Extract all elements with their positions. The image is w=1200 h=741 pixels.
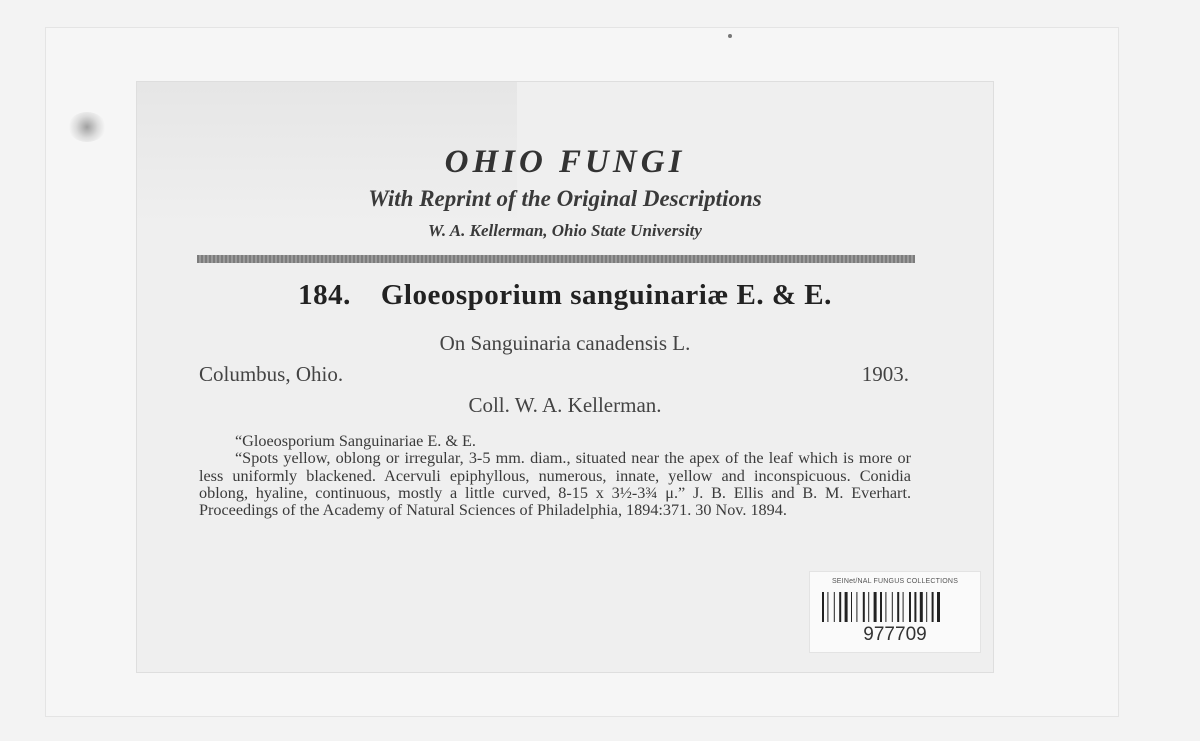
barcode-bar bbox=[885, 592, 886, 622]
barcode-bar bbox=[937, 592, 940, 622]
host-line: On Sanguinaria canadensis L. bbox=[439, 331, 691, 355]
speck-mark bbox=[728, 34, 732, 38]
barcode-tag bbox=[810, 572, 980, 652]
barcode-bar bbox=[856, 592, 857, 622]
description-heading: “Gloeosporium Sanguinariae E. & E. bbox=[235, 432, 476, 450]
label-author: W. A. Kellerman, Ohio State University bbox=[428, 221, 702, 240]
species-heading bbox=[137, 279, 993, 312]
barcode-bar bbox=[892, 592, 893, 622]
barcode-bar bbox=[903, 592, 904, 622]
collector: Coll. W. A. Kellerman. bbox=[468, 393, 662, 417]
barcode-bar bbox=[822, 592, 824, 622]
smudge-mark bbox=[68, 112, 106, 142]
barcode-bar bbox=[880, 592, 882, 622]
header-rule bbox=[197, 255, 915, 263]
barcode-bar bbox=[839, 592, 841, 622]
label-title: OHIO FUNGI bbox=[444, 144, 686, 180]
barcode-bar bbox=[834, 592, 835, 622]
collection-year: 1903. bbox=[861, 362, 909, 386]
barcode-bars bbox=[820, 592, 970, 622]
original-description bbox=[199, 433, 911, 519]
label-subtitle: With Reprint of the Original Descriptions bbox=[368, 186, 762, 211]
barcode-bar bbox=[897, 592, 899, 622]
barcode-bar bbox=[920, 592, 923, 622]
barcode-bar bbox=[909, 592, 911, 622]
barcode-bar bbox=[863, 592, 865, 622]
barcode-bar bbox=[932, 592, 934, 622]
barcode-bar bbox=[926, 592, 927, 622]
barcode-number: 977709 bbox=[863, 624, 927, 645]
description-body: “Spots yellow, oblong or irregular, 3-5 mm. diam., situated near the apex of the leaf which is more or less uniformly blackened. Acervuli epiphyllous, numerous, innate, yellow and inconspicuous. Conidia oblong, hyaline, continuous, mostly a little curved, 8-15 x 3½-3¾ μ.” J. B. Ellis and B. M. Everhart. Proceedings of the Academy of Natural Sciences of Philadelphia, 1894:371. 30 Nov. 1894. bbox=[199, 449, 911, 520]
barcode-bar bbox=[914, 592, 916, 622]
barcode-caption: SEINet/NAL FUNGUS COLLECTIONS bbox=[831, 578, 959, 585]
specimen-number: 184. bbox=[298, 279, 351, 311]
barcode-bar bbox=[874, 592, 877, 622]
barcode-bar bbox=[868, 592, 869, 622]
species-name: Gloeosporium sanguinariæ E. & E. bbox=[380, 279, 832, 311]
locality: Columbus, Ohio. bbox=[199, 362, 344, 386]
barcode-bar bbox=[827, 592, 828, 622]
barcode-bar bbox=[851, 592, 852, 622]
barcode-bar bbox=[845, 592, 848, 622]
